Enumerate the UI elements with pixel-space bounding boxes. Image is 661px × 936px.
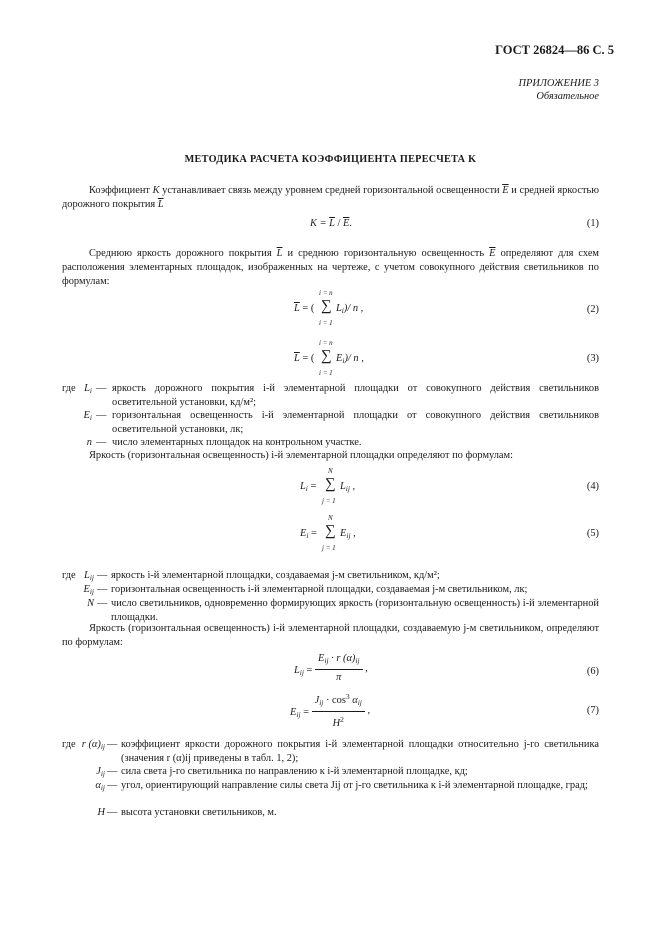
dash: — xyxy=(107,780,118,791)
sum-symbol: ∑ xyxy=(325,523,336,539)
formula-6 xyxy=(294,652,368,684)
superscript: 2 xyxy=(340,715,344,724)
formula-tail: , xyxy=(349,481,356,492)
subscript: ij xyxy=(319,698,324,707)
subscript: ij xyxy=(89,587,94,596)
punct: . xyxy=(349,218,352,229)
fraction xyxy=(312,690,365,731)
sum-lower-limit: i = 1 xyxy=(319,319,333,327)
appendix-status: Обязательное xyxy=(536,90,599,102)
symbol: α xyxy=(349,695,358,706)
formula-lhs: E xyxy=(300,528,307,539)
subscript: ij xyxy=(345,484,350,493)
text-run: и среднюю горизонтальную освещенность xyxy=(282,248,490,259)
numerator-rest: · cos xyxy=(323,695,346,706)
operator: = xyxy=(308,528,317,539)
definition-term: n xyxy=(86,437,92,448)
denominator: π xyxy=(336,672,342,683)
dash: — xyxy=(107,807,118,818)
operator: / xyxy=(334,218,344,229)
definition-text: горизонтальная освещенность i-й элементарной площадки от совокупного действия светильников осветительной установки, лк; xyxy=(112,410,599,435)
text-run: Коэффициент xyxy=(89,185,153,196)
symbol: L xyxy=(340,481,346,492)
superscript: 3 xyxy=(345,692,350,701)
definition-term: J xyxy=(96,766,101,777)
numerator-rest: · r (α) xyxy=(328,653,356,664)
text-run: устанавливает связь между уровнем средней горизонтальной освещенности xyxy=(159,185,503,196)
symbol-l-mean: $\overline{L}$ xyxy=(294,303,300,314)
denominator: H xyxy=(332,718,341,729)
formula-2 xyxy=(294,289,414,329)
subscript: ij xyxy=(299,667,304,677)
subscript: ij xyxy=(100,783,105,792)
equation-number-1: (1) xyxy=(586,218,599,229)
symbol: E xyxy=(336,353,343,364)
text-run: Среднюю яркость дорожного покрытия xyxy=(89,248,277,259)
paragraph-coefficient xyxy=(62,184,599,212)
sum-upper-limit: i = n xyxy=(319,289,333,297)
symbol-e-mean: $\overline{E}$ xyxy=(489,248,496,259)
sum-symbol: ∑ xyxy=(321,348,332,364)
definition-text: число светильников, одновременно формирующих яркость (горизонтальную освещенность) i-й элементарной площадки. xyxy=(111,598,599,623)
symbol: E xyxy=(340,528,347,539)
equation-number-6: (6) xyxy=(586,666,599,677)
appendix-block xyxy=(518,78,599,103)
page-header: ГОСТ 26824—86 С. 5 xyxy=(495,43,614,57)
subscript: i xyxy=(342,356,345,365)
operator: = xyxy=(300,706,312,718)
subscript: ij xyxy=(100,742,105,751)
symbol: L xyxy=(336,303,342,314)
formula-lhs: L xyxy=(294,664,300,676)
symbol: J xyxy=(314,695,320,706)
definition-text: высота установки светильников, м. xyxy=(121,807,277,818)
definition-term: r (α) xyxy=(81,739,101,750)
subscript: i xyxy=(89,386,92,395)
appendix-label: ПРИЛОЖЕНИЕ 3 xyxy=(518,78,599,89)
sum-lower-limit: j = 1 xyxy=(322,544,336,552)
definition-term: H xyxy=(97,807,105,818)
sum-lower-limit: j = 1 xyxy=(322,497,336,505)
paragraph-point-luminance: Яркость (горизонтальная освещенность) i-й элементарной площадки определяют по формулам: xyxy=(89,450,514,461)
fraction xyxy=(315,652,363,685)
subscript: ij xyxy=(355,656,360,665)
dash: — xyxy=(97,584,108,595)
symbol-l-mean: $\overline{L}$ xyxy=(294,353,300,364)
formula-tail: )/ n , xyxy=(344,353,364,364)
sum-upper-limit: N xyxy=(328,467,333,475)
definitions-lead: где xyxy=(62,739,76,750)
dash: — xyxy=(96,437,107,448)
definition-term: E xyxy=(83,584,90,595)
definitions-lead: где xyxy=(62,383,76,394)
formula-3 xyxy=(294,339,414,379)
formula-lhs: E xyxy=(290,706,297,718)
equation-number-5: (5) xyxy=(586,528,599,539)
formula-tail: )/ n , xyxy=(343,303,364,314)
symbol-e-mean: $\overline{E}$ xyxy=(343,218,350,229)
dash: — xyxy=(107,739,118,750)
formula-tail: , xyxy=(364,704,371,716)
paragraph-single-luminaire: Яркость (горизонтальная освещенность) i-й элементарной площадки, создаваемую j-м светильником, определяют по формулам: xyxy=(62,623,599,648)
equation-number-2: (2) xyxy=(586,304,599,315)
equation-number-7: (7) xyxy=(586,705,599,716)
formula-4 xyxy=(300,467,400,505)
section-title: МЕТОДИКА РАСЧЕТА КОЭФФИЦИЕНТА ПЕРЕСЧЕТА K xyxy=(184,154,477,165)
sum-upper-limit: i = n xyxy=(319,339,333,347)
dash: — xyxy=(96,410,107,421)
definition-text: сила света j-го светильника по направлению к i-й элементарной площадке, кд; xyxy=(121,766,468,777)
symbol-e-mean: $\overline{E}$ xyxy=(502,185,509,196)
formula-tail: , xyxy=(350,528,356,539)
subscript: ij xyxy=(324,656,329,665)
subscript: ij xyxy=(357,698,362,707)
operator: = ( xyxy=(299,353,315,364)
formula-5 xyxy=(300,514,400,552)
definition-term: N xyxy=(87,598,94,609)
formula-lhs: K = xyxy=(310,218,330,229)
dash: — xyxy=(96,383,107,394)
dash: — xyxy=(107,766,118,777)
subscript: i xyxy=(89,413,92,422)
symbol-l-mean: $\overline{L}$ xyxy=(157,199,164,210)
operator: = xyxy=(303,664,316,676)
dash: — xyxy=(97,598,108,609)
text-run: и средней яркостью дорожного покрытия xyxy=(62,185,600,210)
definition-term: L xyxy=(84,570,90,581)
symbol-k: K xyxy=(152,185,160,196)
definition-term: α xyxy=(95,780,101,791)
subscript: i xyxy=(305,484,308,493)
definitions-list-2 xyxy=(62,569,599,625)
definition-text: яркость i-й элементарной площадки, создаваемая j-м светильником, кд/м²; xyxy=(111,570,440,581)
definitions-lead: где xyxy=(62,570,76,581)
subscript: i xyxy=(341,306,344,315)
equation-number-4: (4) xyxy=(586,481,599,492)
formula-tail: , xyxy=(362,662,368,674)
text-run: определяют для схем расположения элементарных площадок, изображенных на чертеже, с учетом совокупного действия светильников по формулам: xyxy=(62,248,600,287)
formula-lhs: L xyxy=(300,481,306,492)
definitions-list-1 xyxy=(62,382,599,452)
subscript: i xyxy=(306,531,309,540)
equation-number-3: (3) xyxy=(586,353,599,364)
operator: = xyxy=(307,481,317,492)
definition-text: яркость дорожного покрытия i-й элементарной площадки от совокупного действия светильников осветительной установки, кд/м²; xyxy=(112,383,599,408)
definition-text: угол, ориентирующий направление силы света Jij от j-го светильника к i-й элементарной площадке, град; xyxy=(121,780,588,791)
subscript: ij xyxy=(89,573,94,582)
definition-term: L xyxy=(84,383,90,394)
definition-text: число элементарных площадок на контрольном участке. xyxy=(112,437,362,448)
definitions-list-3 xyxy=(62,738,599,822)
sum-upper-limit: N xyxy=(328,514,333,522)
definition-term: E xyxy=(83,410,90,421)
subscript: ij xyxy=(100,769,105,778)
paragraph-mean-values xyxy=(62,247,599,289)
sum-symbol: ∑ xyxy=(325,476,336,492)
formula-1 xyxy=(310,217,352,231)
subscript: ij xyxy=(296,709,301,719)
sum-lower-limit: i = 1 xyxy=(319,369,333,377)
operator: = ( xyxy=(299,303,315,314)
dash: — xyxy=(97,570,108,581)
symbol-l-mean: $\overline{L}$ xyxy=(276,248,283,259)
symbol: E xyxy=(318,653,325,664)
formula-7 xyxy=(290,690,371,729)
subscript: ij xyxy=(346,531,351,540)
definition-text: коэффициент яркости дорожного покрытия i-й элементарной площадки относительно j-го светильника (значения r (α)ij приведены в табл. 1, 2); xyxy=(121,739,599,764)
sum-symbol: ∑ xyxy=(321,298,332,314)
definition-text: горизонтальная освещенность i-й элементарной площадки, создаваемая j-м светильником, лк; xyxy=(111,584,528,595)
symbol-l-mean: $\overline{L}$ xyxy=(329,218,335,229)
